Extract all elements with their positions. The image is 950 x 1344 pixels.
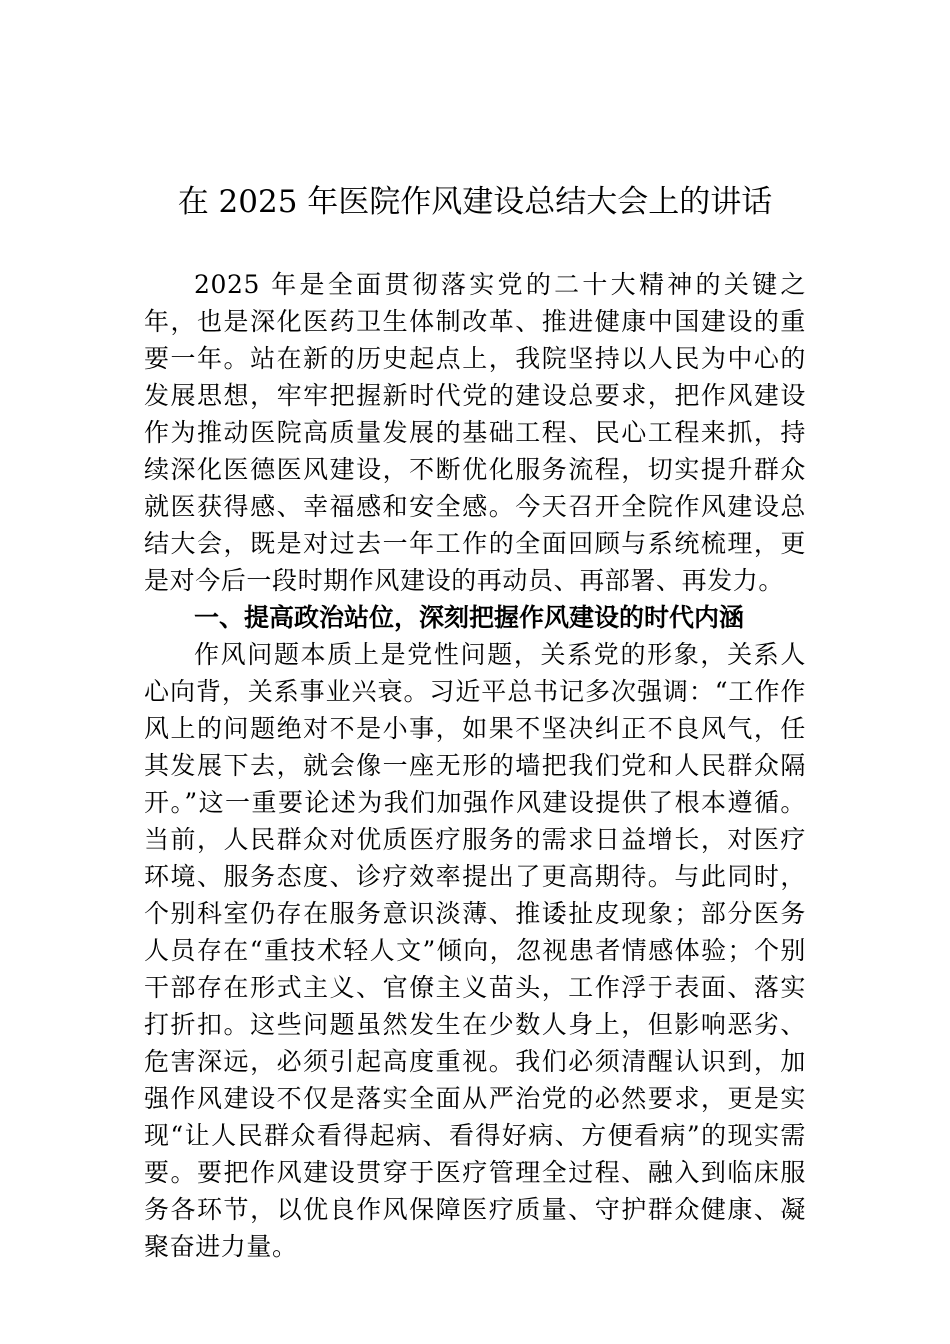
document-body — [144, 266, 806, 1265]
section-1-paragraph: 作风问题本质上是党性问题，关系党的形象，关系人心向背，关系事业兴衰。习近平总书记多次强调：“工作作风上的问题绝对不是小事，如果不坚决纠正不良风气，任其发展下去，就会像一座无形的墙把我们党和人民群众隔开。”这一重要论述为我们加强作风建设提供了根本遵循。当前，人民群众对优质医疗服务的需求日益增长，对医疗环境、服务态度、诊疗效率提出了更高期待。与此同时，个别科室仍存在服务意识淡薄、推诿扯皮现象；部分医务人员存在“重技术轻人文”倾向，忽视患者情感体验；个别干部存在形式主义、官僚主义苗头，工作浮于表面、落实打折扣。这些问题虽然发生在少数人身上，但影响恶劣、危害深远，必须引起高度重视。我们必须清醒认识到，加强作风建设不仅是落实全面从严治党的必然要求，更是实现“让人民群众看得起病、看得好病、方便看病”的现实需要。要把作风建设贯穿于医疗管理全过程、融入到临床服务各环节，以优良作风保障医疗质量、守护群众健康、凝聚奋进力量。 — [144, 640, 806, 1261]
section-heading-1: 一、提高政治站位，深刻把握作风建设的时代内涵 — [194, 603, 745, 632]
intro-paragraph: 2025 年是全面贯彻落实党的二十大精神的关键之年，也是深化医药卫生体制改革、推进健康中国建设的重要一年。站在新的历史起点上，我院坚持以人民为中心的发展思想，牢牢把握新时代党的建设总要求，把作风建设作为推动医院高质量发展的基础工程、民心工程来抓，持续深化医德医风建设，不断优化服务流程，切实提升群众就医获得感、幸福感和安全感。今天召开全院作风建设总结大会，既是对过去一年工作的全面回顾与系统梳理，更是对今后一段时期作风建设的再动员、再部署、再发力。 — [144, 270, 806, 595]
document-title: 在 2025 年医院作风建设总结大会上的讲话 — [177, 184, 773, 220]
